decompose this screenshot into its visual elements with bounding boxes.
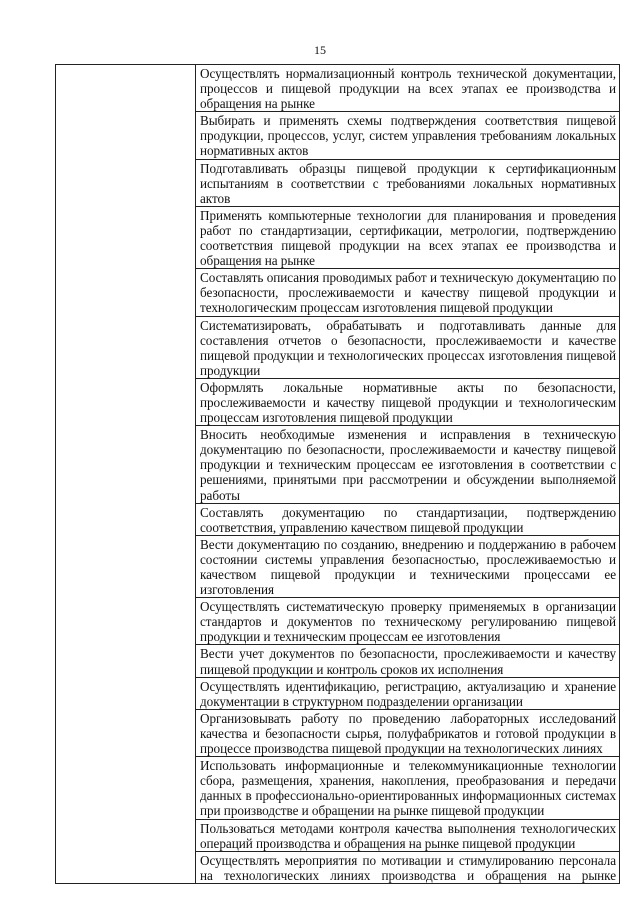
row-cell xyxy=(196,598,620,645)
row-text: Оформлять локальные нормативные акты по безопасности, прослеживаемости и качеству пищевой продукции и технологическим процессам изготовления пищевой продукции xyxy=(200,379,616,426)
row-cell xyxy=(196,851,620,883)
row-text: Составлять документацию по стандартизации, подтверждению соответствия, управлению качеством пищевой продукции xyxy=(200,504,616,535)
row-text: Вести документацию по созданию, внедрению и поддержанию в рабочем состоянии системы управления безопасностью, прослеживаемостью и качеством пищевой продукции и техническими процессами ее изготовления xyxy=(200,536,616,598)
row-cell xyxy=(196,65,620,112)
row-text: Составлять описания проводимых работ и техническую документацию по безопасности, прослеживаемости и качеству пищевой продукции и технологическим процессам изготовления пищевой продукции xyxy=(200,270,616,316)
row-cell xyxy=(196,426,620,503)
skills-table xyxy=(55,64,620,884)
row-text: Осуществлять систематическую проверку применяемых в организации стандартов и документов по техническому регулированию пищевой продукции и техническим процессам ее изготовления xyxy=(200,599,616,645)
row-cell xyxy=(196,206,620,268)
row-text: Осуществлять мероприятия по мотивации и стимулированию персонала на технологических линиях производства и обращения на рынке xyxy=(200,852,616,883)
row-cell xyxy=(196,316,620,378)
row-cell xyxy=(196,503,620,535)
row-cell xyxy=(196,269,620,316)
row-text: Применять компьютерные технологии для планирования и проведения работ по стандартизации, сертификации, метрологии, подтверждению соответствия пищевой продукции на всех этапах ее производства и обращения на рынке xyxy=(200,207,616,269)
row-cell xyxy=(196,757,620,819)
row-cell xyxy=(196,159,620,206)
page-number: 15 xyxy=(314,43,326,57)
row-text: Вносить необходимые изменения и исправления в техническую документацию по безопасности, прослеживаемости и качеству пищевой продукции и техническим процессам ее изготовления в соответствии с решениями, принятыми при рассмотрении и обсуждении выполняемой работы xyxy=(200,427,616,503)
row-cell xyxy=(196,645,620,677)
row-text: Пользоваться методами контроля качества выполнения технологических операций производства и обращения на рынке пищевой продукции xyxy=(200,820,616,851)
row-cell xyxy=(196,535,620,597)
table-row xyxy=(56,65,620,112)
row-text: Осуществлять нормализационный контроль технической документации, процессов и пищевой продукции на всех этапах ее производства и обращения на рынке xyxy=(200,66,616,112)
row-text: Подготавливать образцы пищевой продукции к сертификационным испытаниям в соответствии с требованиями локальных нормативных актов xyxy=(200,160,616,206)
row-text: Использовать информационные и телекоммуникационные технологии сбора, размещения, хранения, накопления, преобразования и передачи данных в профессионально-ориентированных информационных системах при производстве и обращении на рынке пищевой продукции xyxy=(200,758,616,819)
row-text: Осуществлять идентификацию, регистрацию, актуализацию и хранение документации в структурном подразделении организации xyxy=(200,678,616,709)
row-text: Систематизировать, обрабатывать и подготавливать данные для составления отчетов о безопасности, прослеживаемости и качестве пищевой продукции и технологических процессах изготовления пищевой продукции xyxy=(200,317,616,378)
row-cell xyxy=(196,709,620,756)
row-text: Выбирать и применять схемы подтверждения соответствия пищевой продукции, процессов, услуг, систем управления требованиям локальных нормативных актов xyxy=(200,113,616,159)
row-cell xyxy=(196,677,620,709)
row-text: Вести учет документов по безопасности, прослеживаемости и качеству пищевой продукции и контроль сроков их исполнения xyxy=(200,646,616,677)
row-cell xyxy=(196,112,620,159)
left-column-cell xyxy=(56,65,196,884)
row-cell xyxy=(196,819,620,851)
row-cell xyxy=(196,378,620,425)
row-text: Организовывать работу по проведению лабораторных исследований качества и безопасности сырья, полуфабрикатов и готовой продукции в процессе производства пищевой продукции на технологических линиях xyxy=(200,710,616,757)
